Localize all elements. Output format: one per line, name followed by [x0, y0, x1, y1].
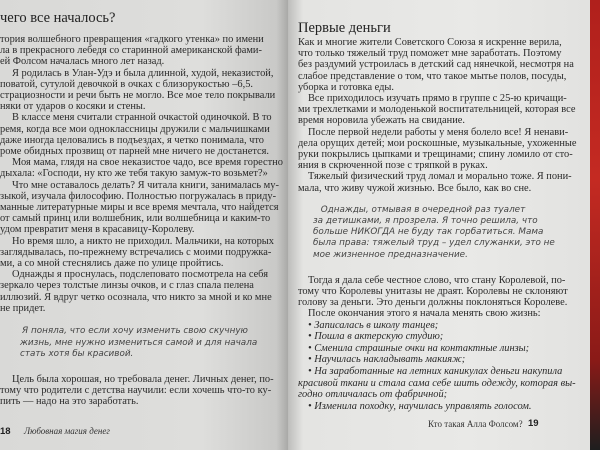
section-heading: Первые деньги	[298, 20, 391, 36]
paragraph-line: няки от ударов о косяки и стены.	[0, 101, 146, 113]
bullet-item-line: • Записалась в школу танцев;	[308, 319, 439, 331]
paragraph-line: поватой, сутулой девочкой в очках с близорукостью –6,5.	[0, 78, 253, 90]
paragraph-line: Что мне оставалось делать? Я читала книги, занималась му-	[12, 179, 279, 191]
paragraph-line: яния в скрюченной позе с тряпкой в руках.	[298, 160, 488, 172]
pull-quote-line: больше НИКОГДА не буду так горбатиться. Мама	[313, 227, 544, 238]
bullet-item-line: годно отличалась от фабричной;	[298, 389, 448, 401]
bullet-item-line: • Изменила походку, научилась управлять голосом.	[308, 400, 532, 412]
paragraph-line: Тяжелый физический труд ломал и морально тоже. Я пони-	[308, 171, 572, 183]
pull-quote-line: стать хотя бы красивой.	[20, 349, 134, 359]
paragraph-line: руки покрылись цыпками и трещинами; спину ломило от сто-	[298, 149, 573, 160]
paragraph-line: Как и многие жители Советского Союза я искренне верила,	[298, 37, 562, 48]
paragraph-line: ми, а со мной стеснялись даже по улице пройтись.	[0, 258, 224, 269]
paragraph-line: без раздумий устроилась в детский сад нянечкой, несмотря на	[298, 59, 574, 71]
book-cover-edge	[590, 0, 600, 450]
paragraph-line: удом превратит меня в красавицу-Королеву.	[0, 224, 195, 236]
pull-quote-line: мое жизненное предназначение.	[313, 249, 468, 260]
paragraph-line: слабое представление о том, что такое мытье полов, посуды,	[298, 70, 567, 82]
paragraph-line: дела орущих детей; мои роскошные, музыкальные, ухоженные	[298, 137, 577, 149]
paragraph-line: уборка и готовка еды.	[298, 81, 395, 93]
bullet-item-line: красивой ткани и стала сама себе шить одежду, которая вы-	[298, 377, 576, 389]
paragraph-line: ей Фолсом началась много лет назад.	[0, 56, 165, 68]
paragraph-line: иллюзий. Я вдруг четко осознала, что никто за мной и ко мне	[0, 291, 272, 303]
paragraph-line: зеркало через толстые линзы очков, и с глаз спала пелена	[0, 280, 254, 292]
paragraph-line: Я родилась в Улан-Удэ и была длинной, худой, неказистой,	[12, 67, 274, 79]
paragraph-line: дыхала: «Господи, ну кто же тебя такую замуж-то возьмет?»	[0, 168, 268, 180]
paragraph-line: даже иногда целовались в подъездах, я четко понимала, что	[0, 134, 264, 146]
paragraph-line: роме обидных прозвищ от парней мне ничего не достанется.	[0, 146, 269, 157]
paragraph-line: Все приходилось изучать прямо в группе с 25-ю кричащи-	[308, 93, 567, 104]
paragraph-line: время норовила убежать на свидание.	[298, 115, 465, 127]
paragraph-line: от самый принц или волшебник, или волшебница и каким-то	[0, 213, 271, 225]
paragraph-line: манные литературные миры и все время мечтала, что найдется	[0, 202, 279, 213]
page-number: 18	[0, 426, 11, 437]
paragraph-line: тому что родители с детства научили: если хочешь что-то ку-	[0, 384, 272, 396]
paragraph-line: зыкой, изучала философию. Полностью погружалась в приду-	[0, 190, 277, 202]
pull-quote-line: Я поняла, что если хочу изменить свою скучную	[22, 326, 248, 336]
paragraph-line: голову за деньги. Это деньги должны поклоняться Королеве.	[298, 297, 568, 309]
page-number: 19	[528, 418, 539, 429]
paragraph-line: тому что Королевы унитазы не драят. Королевы не склоняют	[298, 286, 568, 297]
left-book-page	[0, 0, 288, 450]
paragraph-line: тория волшебного превращения «гадкого утенка» по имени	[0, 34, 264, 45]
pull-quote-line: жизнь, мне нужно измениться самой и для начала	[20, 337, 258, 348]
pull-quote-line: была права: тяжелый труд – удел служанки, это не	[313, 238, 555, 249]
paragraph-line: После первой недели работы у меня болело все! Я ненави-	[308, 126, 569, 138]
paragraph-line: заглядывалась, по-прежнему встречались с моими подружка-	[0, 246, 272, 258]
paragraph-line: Однажды я проснулась, подслеповато посмотрела на себя	[12, 269, 268, 281]
paragraph-line: ла в прекрасного лебедя со старинной американской фами-	[0, 45, 262, 57]
paragraph-line: что только тяжелый труд поможет мне заработать. Поэтому	[298, 48, 562, 60]
paragraph-line: В классе меня считали странной очкастой одиночкой. В то	[12, 112, 272, 124]
paragraph-line: не придет.	[0, 302, 46, 314]
chapter-heading: чего все началось?	[0, 10, 116, 26]
paragraph-line: Тогда я дала себе честное слово, что стану Королевой, по-	[308, 274, 566, 286]
bullet-item-line: • Пошла в актерскую студию;	[308, 331, 444, 343]
paragraph-line: ремя, когда все мои одноклассницы дружили с мальчишками	[0, 123, 270, 135]
paragraph-line: После окончания этого я начала менять свою жизнь:	[308, 308, 541, 320]
paragraph-line: Моя мама, глядя на свое неказистое чадо, все время горестно	[12, 157, 283, 169]
running-title: Любовная магия денег	[24, 426, 110, 436]
paragraph-line: Но время шло, а никто не приходил. Мальчики, на которых	[12, 235, 274, 247]
running-title: Кто такая Алла Фолсом?	[428, 419, 523, 429]
paragraph-line: Цель была хорошая, но требовала денег. Личных денег, по-	[12, 373, 274, 385]
paragraph-line: мала, что живу чужой жизнью. Все было, как во сне.	[298, 182, 532, 194]
bullet-item-line: • На заработанные на летних каникулах деньги накупила	[308, 366, 563, 377]
bullet-item-line: • Научилась накладывать макияж;	[308, 354, 466, 366]
paragraph-line: пить — надо на это заработать.	[0, 395, 139, 407]
pull-quote-line: за детишками, я прозрела. Я точно решила, что	[313, 216, 538, 226]
paragraph-line: ми трехлетками и молоденькой воспитательницей, которая все	[298, 104, 576, 116]
right-book-page	[288, 0, 590, 450]
pull-quote-line: Однажды, отмывая в очередной раз туалет	[320, 204, 526, 215]
bullet-item-line: • Сменила страшные очки на контактные линзы;	[308, 342, 530, 354]
paragraph-line: страциозности и речи быть не могло. Все мое тело покрывали	[0, 90, 276, 101]
